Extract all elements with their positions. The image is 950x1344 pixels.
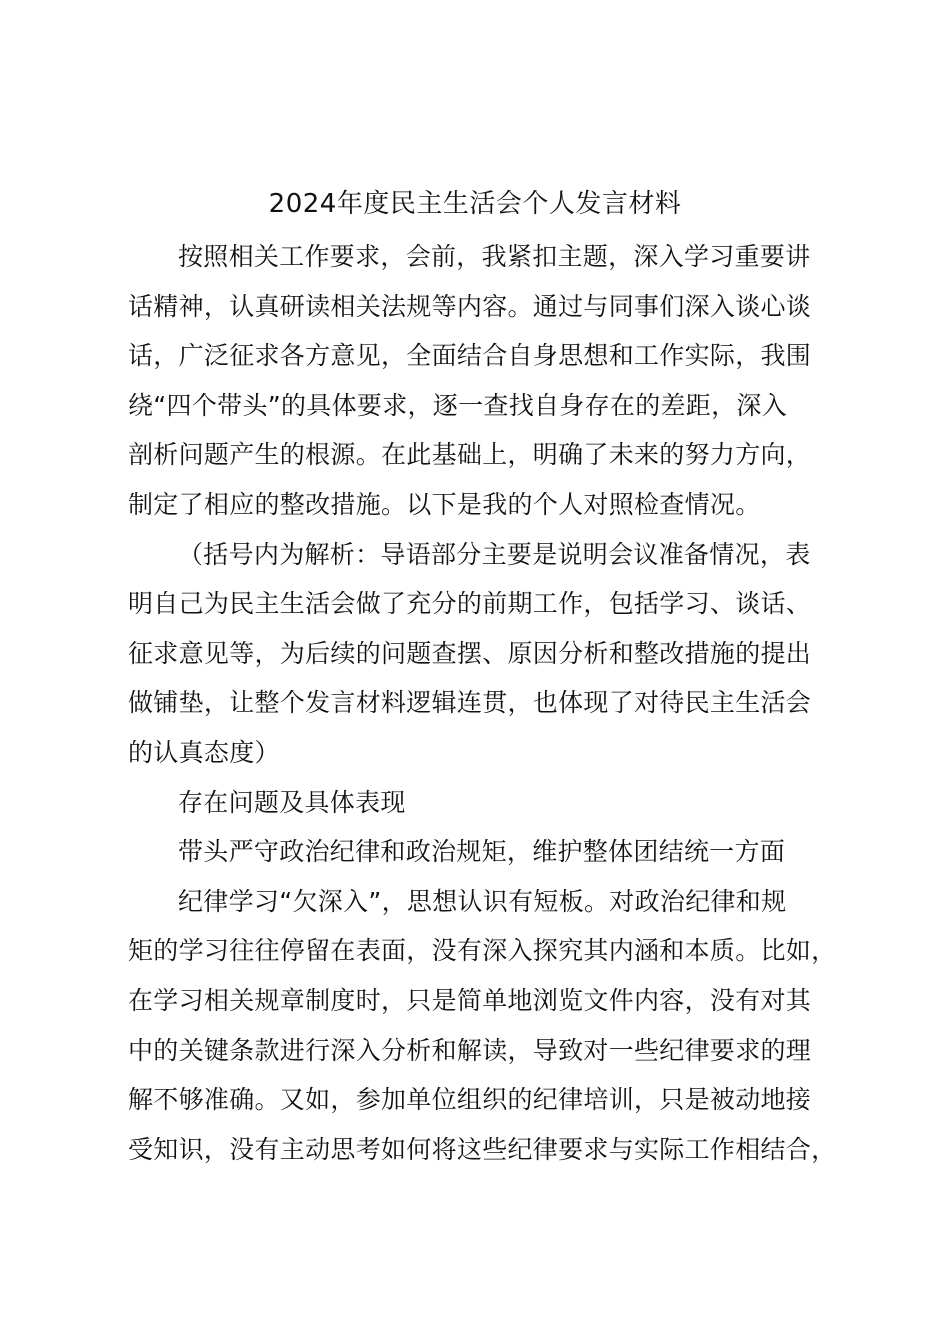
- paragraph-line: 中的关键条款进行深入分析和解读，导致对一些纪律要求的理: [128, 1035, 812, 1065]
- paragraph-line: 纪律学习“欠深入”，思想认识有短板。对政治纪律和规: [178, 886, 787, 916]
- paragraph-line: 按照相关工作要求，会前，我紧扣主题，深入学习重要讲: [178, 242, 811, 271]
- paragraph-line: 受知识，没有主动思考如何将这些纪律要求与实际工作相结合，: [128, 1134, 837, 1164]
- paragraph-line: 在学习相关规章制度时，只是简单地浏览文件内容，没有对其: [128, 985, 812, 1015]
- document-title: 2024年度民主生活会个人发言材料: [268, 189, 682, 219]
- paragraph-line: 做铺垫，让整个发言材料逻辑连贯，也体现了对待民主生活会: [128, 688, 812, 718]
- paragraph-line: 绕“四个带头”的具体要求，逐一查找自身存在的差距，深入: [128, 390, 788, 420]
- paragraph-line: 征求意见等，为后续的问题查摆、原因分析和整改措施的提出: [128, 638, 812, 668]
- paragraph-line: 制定了相应的整改措施。以下是我的个人对照检查情况。: [128, 489, 761, 519]
- paragraph-line: 明自己为民主生活会做了充分的前期工作，包括学习、谈话、: [128, 589, 812, 619]
- paragraph-line: 的认真态度）: [128, 737, 280, 767]
- paragraph-line: 解不够准确。又如，参加单位组织的纪律培训，只是被动地接: [128, 1085, 812, 1115]
- paragraph-line: 话精神，认真研读相关法规等内容。通过与同事们深入谈心谈: [128, 291, 812, 321]
- paragraph-line: 话，广泛征求各方意见，全面结合自身思想和工作实际，我围: [128, 341, 812, 371]
- paragraph-line: （括号内为解析：导语部分主要是说明会议准备情况，表: [178, 539, 811, 569]
- paragraph-line: 剖析问题产生的根源。在此基础上，明确了未来的努力方向，: [128, 440, 812, 470]
- paragraph-line: 矩的学习往往停留在表面，没有深入探究其内涵和本质。比如，: [128, 936, 837, 966]
- subsection-heading: 带头严守政治纪律和政治规矩，维护整体团结统一方面: [178, 837, 786, 867]
- section-heading: 存在问题及具体表现: [178, 787, 406, 817]
- document-body: [128, 232, 838, 1174]
